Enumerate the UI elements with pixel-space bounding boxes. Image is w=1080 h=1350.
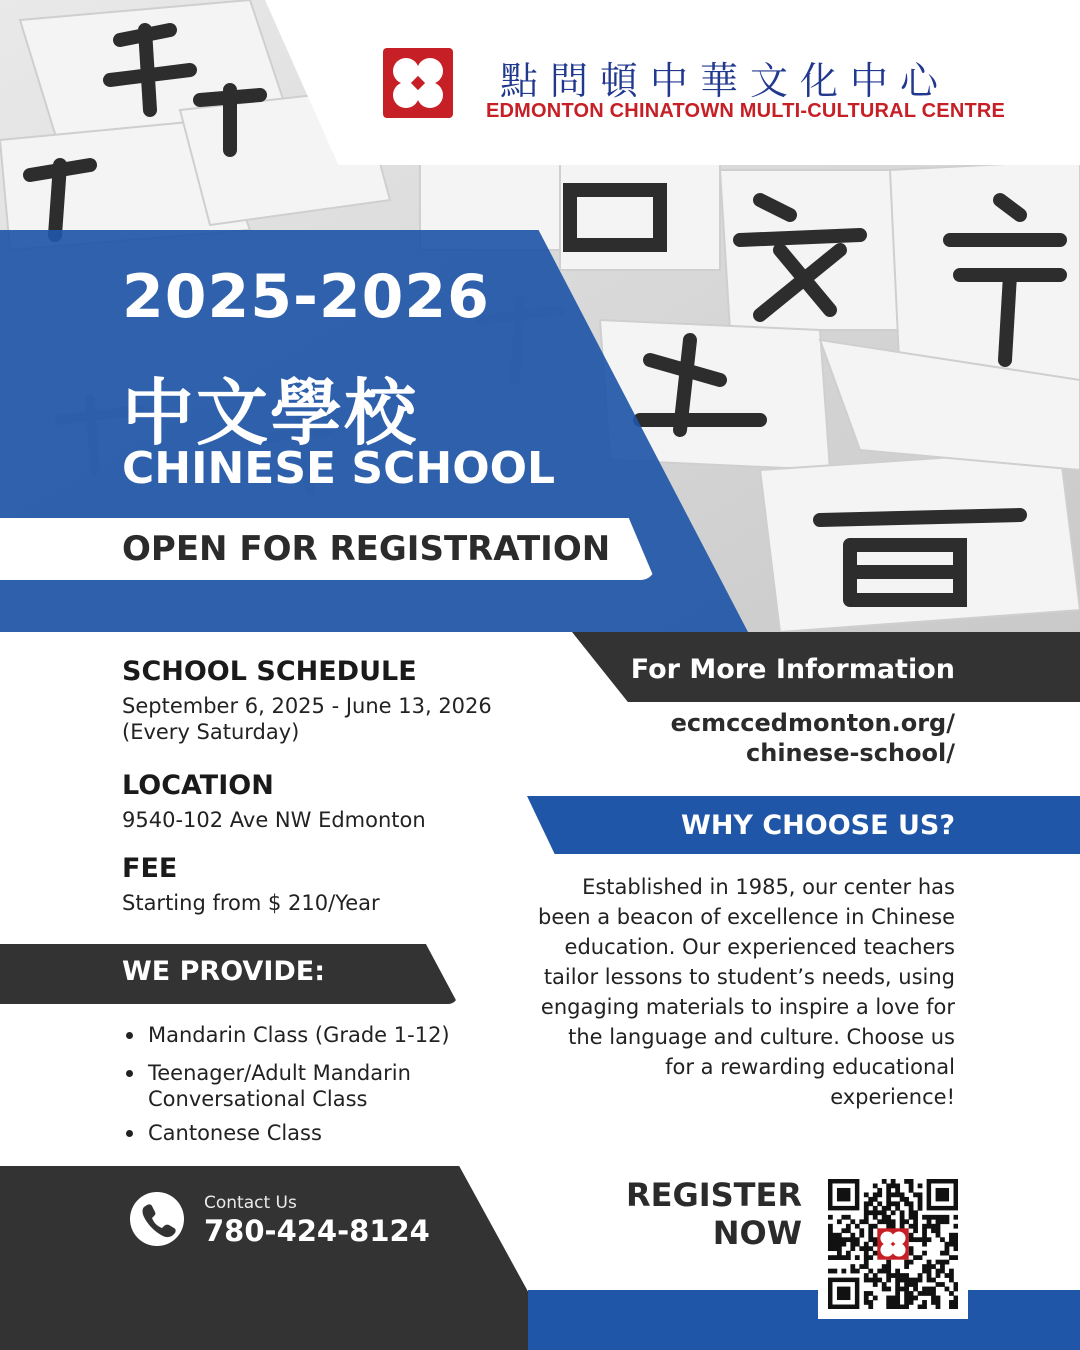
quatrefoil-logo-icon [383,48,453,118]
list-item-text: Teenager/Adult Mandarin Conversational Class [148,1061,411,1111]
website-link-line2[interactable]: chinese-school/ [746,739,955,767]
provide-heading: WE PROVIDE: [122,956,326,987]
brand-name-english: EDMONTON CHINATOWN MULTI-CULTURAL CENTRE [486,100,1006,122]
bullet-icon [126,1130,133,1137]
fee-heading: FEE [122,853,178,884]
registration-banner-text: OPEN FOR REGISTRATION [122,529,611,569]
brand-name-chinese: 點問頓中華文化中心 [500,59,951,103]
more-info-heading: For More Information [630,654,955,685]
schedule-dates: September 6, 2025 - June 13, 2026 [122,694,492,718]
why-heading: WHY CHOOSE US? [681,810,955,841]
footer-blue-strip [528,1290,1080,1350]
schedule-frequency: (Every Saturday) [122,720,300,744]
list-item [126,1120,486,1146]
list-item-text: Cantonese Class [148,1121,322,1145]
register-line2: NOW [712,1214,802,1252]
website-link-line1[interactable]: ecmccedmonton.org/ [670,709,955,737]
list-item [126,1060,486,1112]
bullet-icon [126,1032,133,1039]
location-address: 9540-102 Ave NW Edmonton [122,808,426,832]
why-description: Established in 1985, our center has been a beacon of excellence in Chinese education. Our experienced teachers tailor lessons to student’s needs, using engaging materials to inspire a love for the language and culture. Choose us for a rewarding educational experience! [538,875,955,1109]
register-now-heading [602,1176,802,1252]
fee-amount: Starting from $ 210/Year [122,891,380,915]
website-link[interactable] [615,708,955,768]
schedule-heading: SCHOOL SCHEDULE [122,656,417,687]
contact-phone-number[interactable]: 780-424-8124 [204,1214,430,1248]
location-heading: LOCATION [122,770,274,801]
list-item-text: Mandarin Class (Grade 1-12) [148,1023,450,1047]
title-english: CHINESE SCHOOL [122,443,556,494]
bullet-icon [126,1070,133,1077]
title-chinese: 中文學校 [122,371,419,455]
qr-code-icon[interactable] [818,1171,968,1319]
contact-label: Contact Us [204,1193,297,1213]
list-item [126,1022,486,1048]
phone-icon[interactable] [130,1192,184,1246]
register-line1: REGISTER [625,1176,802,1214]
school-year: 2025-2026 [122,262,490,332]
